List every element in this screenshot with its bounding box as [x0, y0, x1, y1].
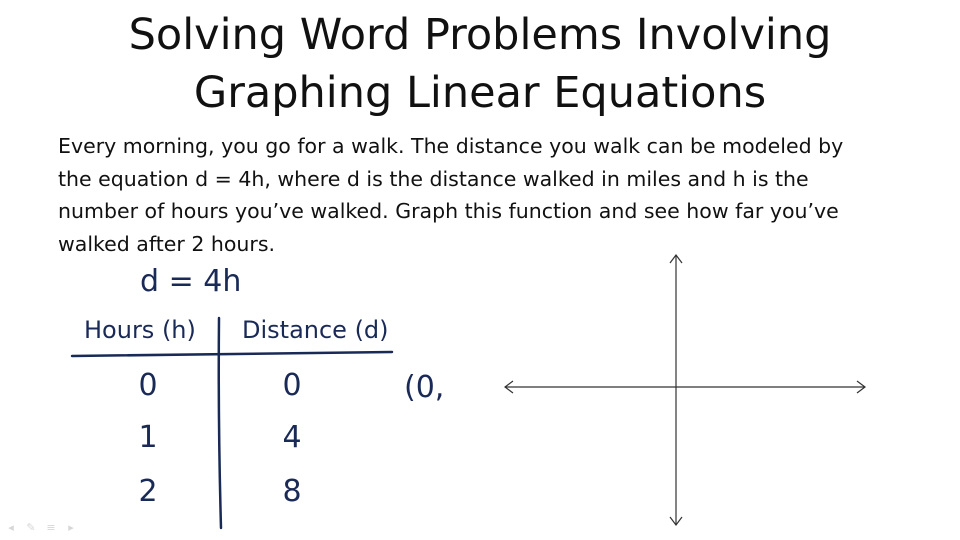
table-header-distance: Distance (d)	[242, 316, 389, 344]
table-cell-d-1: 4	[282, 420, 302, 455]
handwritten-equation: d = 4h	[140, 264, 242, 299]
forward-icon[interactable]: ▸	[68, 521, 74, 534]
table-vertical-rule	[219, 318, 221, 528]
table-cell-d-0: 0	[282, 368, 302, 403]
table-cell-h-0: 0	[138, 368, 158, 403]
table-horizontal-rule	[72, 352, 392, 356]
problem-line-1: Every morning, you go for a walk. The distance you walk can be modeled by	[58, 134, 844, 158]
table-header-hours: Hours (h)	[84, 316, 196, 344]
title-line-1: Solving Word Problems Involving	[128, 10, 832, 60]
problem-line-3: number of hours you’ve walked. Graph this function and see how far you’ve	[58, 199, 839, 223]
title-line-2: Graphing Linear Equations	[193, 68, 767, 118]
coordinate-axes	[505, 255, 865, 525]
problem-line-2: the equation d = 4h, where d is the distance walked in miles and h is the	[58, 166, 809, 191]
problem-line-4: walked after 2 hours.	[58, 231, 276, 256]
pen-icon[interactable]: ✎	[26, 521, 36, 534]
table-cell-d-2: 8	[282, 474, 302, 509]
player-controls	[4, 521, 78, 534]
back-icon[interactable]: ◂	[8, 521, 14, 534]
table-cell-h-1: 1	[138, 420, 158, 455]
menu-icon[interactable]: ≡	[46, 521, 56, 534]
table-cell-h-2: 2	[138, 474, 158, 509]
handwritten-point-partial: (0,	[404, 370, 445, 405]
